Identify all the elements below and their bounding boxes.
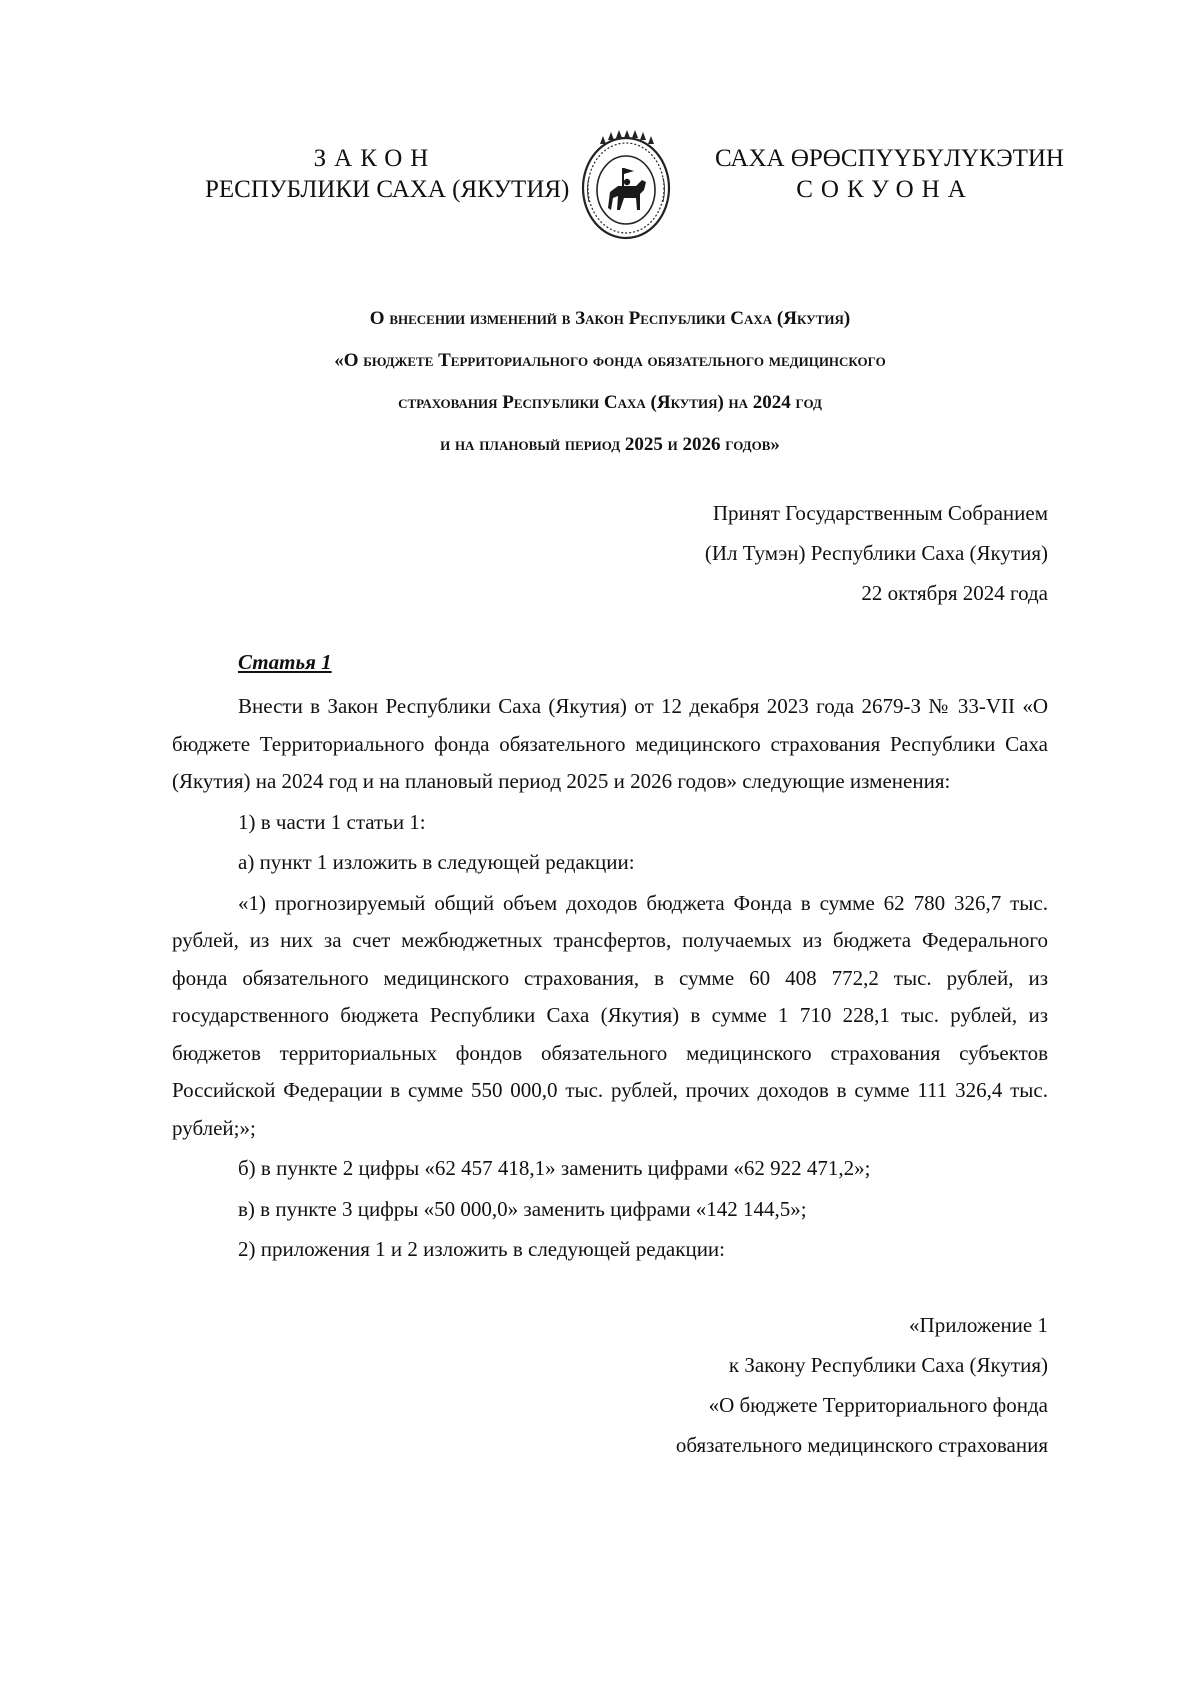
item-2: 2) приложения 1 и 2 изложить в следующей редакции: <box>238 1237 726 1261</box>
coat-of-arms-icon <box>580 130 672 242</box>
header-left <box>205 143 570 205</box>
article-heading: Статья 1 <box>238 650 332 674</box>
appendix-line-1: «Приложение 1 <box>909 1313 1048 1337</box>
title-line-2: «О бюджете Территориального фонда обязательного медицинского <box>334 350 886 371</box>
adoption-date: 22 октября 2024 года <box>861 581 1048 605</box>
appendix-line-4: обязательного медицинского страхования <box>675 1433 1048 1457</box>
header-left-subtitle: РЕСПУБЛИКИ САХА (ЯКУТИЯ) <box>205 176 570 203</box>
item-1c: в) в пункте 3 цифры «50 000,0» заменить цифрами «142 144,5»; <box>238 1196 807 1221</box>
adoption-line-2: (Ил Тумэн) Республики Саха (Якутия) <box>704 541 1048 565</box>
header-right-title: САХА ӨРӨСПҮҮБҮЛҮКЭТИН <box>715 145 1064 172</box>
header-left-title: ЗАКОН <box>313 145 437 172</box>
appendix-line-3: «О бюджете Территориального фонда <box>708 1393 1048 1417</box>
title-line-4: и на плановый период 2025 и 2026 годов» <box>440 434 780 455</box>
item-1a: а) пункт 1 изложить в следующей редакции: <box>238 850 635 874</box>
emblem-icon <box>580 130 672 242</box>
article-intro: Внести в Закон Республики Саха (Якутия) от 12 декабря 2023 года 2679-З № 33-VII «О бюджете Территориального фонда обязательного медицинского страхования Республики Саха (Якутия) на 2024 год и на плановый период 2025 и 2026 годов» следующие изменения: <box>172 694 1048 793</box>
adoption-line-1: Принят Государственным Собранием <box>712 501 1048 525</box>
item-1b: б) в пункте 2 цифры «62 457 418,1» заменить цифрами «62 922 471,2»; <box>238 1156 871 1180</box>
adoption-block <box>705 493 1048 613</box>
item-1a-text: «1) прогнозируемый общий объем доходов бюджета Фонда в сумме 62 780 326,7 тыс. рублей, из них за счет межбюджетных трансфертов, получаемых из бюджета Федерального фонда обязательного медицинского страхования, в сумме 60 408 772,2 тыс. рублей, из государственного бюджета Республики Саха (Якутия) в сумме 1 710 228,1 тыс. рублей, из бюджетов территориальных фондов обязательного медицинского страхования субъектов Российской Федерации в сумме 550 000,0 тыс. рублей, прочих доходов в сумме 111 326,4 тыс. рублей;»; <box>172 890 1048 1140</box>
appendix-header <box>676 1305 1048 1465</box>
header-right <box>715 143 1064 205</box>
document-title <box>160 298 1060 466</box>
header-right-subtitle: СОКУОНА <box>796 176 974 203</box>
item-1: 1) в части 1 статьи 1: <box>238 809 426 834</box>
appendix-line-2: к Закону Республики Саха (Якутия) <box>728 1353 1048 1377</box>
title-line-1: О внесении изменений в Закон Республики Саха (Якутия) <box>369 308 851 329</box>
title-line-3: страхования Республики Саха (Якутия) на 2024 год <box>398 392 822 413</box>
article-body <box>172 688 1048 1269</box>
